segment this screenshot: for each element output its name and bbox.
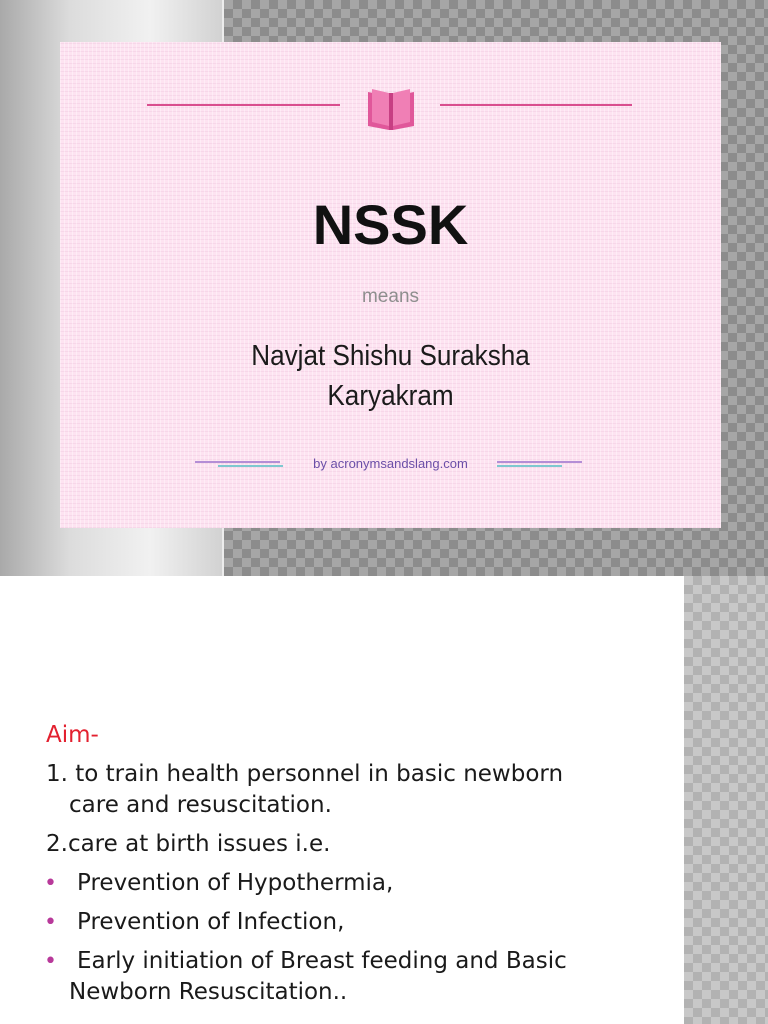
- decorative-line-right: [440, 104, 632, 106]
- bullet-item: [46, 907, 676, 938]
- aim-label: Aim: [46, 722, 91, 748]
- acronym-card: [60, 42, 721, 528]
- bullet-text-continuation: Newborn Resuscitation..: [69, 979, 348, 1005]
- acronym-title: NSSK: [312, 193, 469, 256]
- bullet-text: Prevention of Infection,: [77, 909, 345, 935]
- point-1-line-2: care and resuscitation.: [69, 792, 332, 818]
- slide-aims: [0, 576, 768, 1024]
- bullet-text: Prevention of Hypothermia,: [77, 870, 394, 896]
- slide-body: [46, 720, 676, 1008]
- source-credit: by acronymsandslang.com: [313, 456, 468, 471]
- point-2: 2.care at birth issues i.e.: [46, 831, 331, 857]
- bullet-icon: •: [44, 871, 57, 896]
- means-label: means: [361, 286, 420, 307]
- bullet-item: [46, 868, 676, 899]
- point-1-line-1: 1. to train health personnel in basic newborn: [46, 761, 564, 787]
- acronym-expansion: [219, 336, 562, 416]
- bullet-item: [46, 946, 676, 977]
- side-pattern-strip: [684, 576, 768, 1024]
- expansion-line-1: Navjat Shishu Suraksha: [251, 340, 530, 372]
- decorative-line-left: [147, 104, 340, 106]
- expansion-line-2: Karyakram: [327, 380, 454, 412]
- credit-line-right-bottom: [497, 465, 562, 467]
- bullet-icon: •: [44, 910, 57, 935]
- credit-line-right-top: [497, 461, 582, 463]
- aim-dash: -: [90, 722, 99, 748]
- open-book-icon: [365, 86, 417, 132]
- bullet-icon: •: [44, 949, 57, 974]
- bullet-text: Early initiation of Breast feeding and Basic: [77, 948, 567, 974]
- aim-heading: [46, 720, 676, 751]
